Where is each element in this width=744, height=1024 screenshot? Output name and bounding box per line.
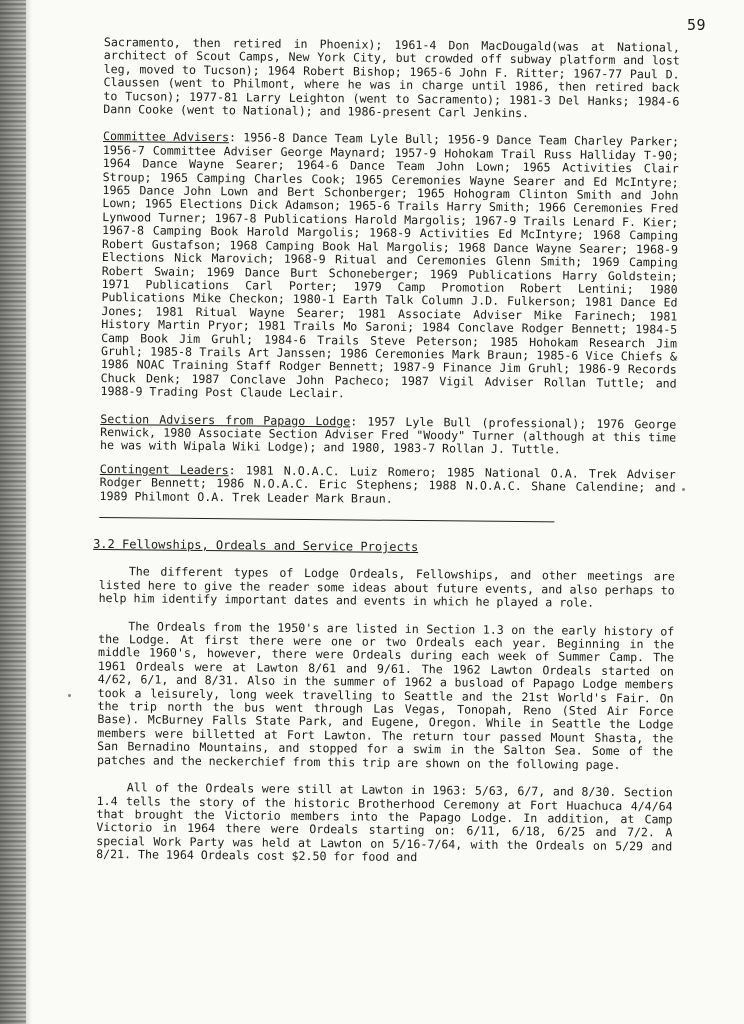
scan-binding-edge [0, 0, 26, 1024]
contingent-leaders-paragraph [100, 463, 676, 509]
scan-speck [68, 694, 71, 697]
committee-advisers-paragraph [101, 130, 680, 404]
section-3-2-paragraph-1: The different types of Lodge Ordeals, Fellowships, and other meetings are listed here to give the reader some ideas about future events, and also perhaps to help him identify important dates and events in which he played a role. [98, 564, 675, 610]
section-advisers-heading: Section Advisers from Papago Lodge [100, 411, 351, 428]
section-advisers-paragraph [100, 413, 676, 459]
body-paragraph-intro: Sacramento, then retired in Phoenix); 1961-4 Don MacDougald(was at National, architect of Scout Camps, New York City, but crowded off subway platform and lost leg, moved to Tucson); 1964 Robert Bishop; 1965-6 John F. Ritter; 1967-77 Paul D. Claussen (went to Philmont, where he was in charge until 1986, then retired back to Tucson); 1977-81 Larry Leighton (went to Sacramento); 1981-3 Del Hanks; 1984-6 Dann Cooke (went to National); and 1986-present Carl Jenkins. [103, 35, 680, 121]
section-advisers-text: : 1957 Lyle Bull (professional); 1976 George Renwick, 1980 Associate Section Adviser Fred "Woody" Turner (although at this time he was with Wipala Wiki Lodge); and 1980, 1983-7 Rollan J. Tuttle. [100, 413, 677, 457]
contingent-leaders-heading: Contingent Leaders [99, 461, 229, 477]
section-3-2-paragraph-3: All of the Ordeals were still at Lawton in 1963: 5/63, 6/7, and 8/30. Section 1.4 tells the story of the historic Brotherhood Ceremony at Fort Huachuca 4/4/64 that brought the Victorio members into the Papago Lodge. In addition, at Camp Victorio in 1964 there were Ordeals starting on: 6/11, 6/18, 6/25 and 7/2. A special Work Party was held at Lawton on 5/16-7/64, with the Ordeals on 5/29 and 8/21. The 1964 Ordeals cost $2.50 for food and [96, 780, 673, 865]
scan-speck [682, 488, 685, 491]
section-divider [99, 517, 554, 522]
section-3-2-heading: 3.2 Fellowships, Ordeals and Service Projects [93, 536, 419, 555]
page-number: 59 [686, 16, 706, 34]
committee-advisers-text: : 1956-8 Dance Team Lyle Bull; 1956-9 Dance Team Charley Parker; 1956-7 Committee Adviser George Maynard; 1957-9 Hohokam Trail Russ Halliday T-90; 1964 Dance Wayne Searer; 1964-6 Dance Team John Lown; 1965 Activities Clair Stroup; 1965 Camping Charles Cook; 1965 Ceremonies Wayne Searer and Ed McIntyre; 1965 Dance John Lown and Bert Schonberger; 1965 Hohogram Clinton Smith and John Lown; 1965 Elections Dick Adamson; 1965-6 Trails Harry Smith; 1966 Ceremonies Fred Lynwood Turner; 1967-8 Publications Harold Margolis; 1967-9 Trails Lenard F. Kier; 1967-8 Camping Book Harold Margolis; 1968-9 Activities Ed McIntyre; 1968 Camping Robert Gustafson; 1968 Camping Book Hal Margolis; 1968 Dance Wayne Searer; 1968-9 Elections Nick Marovich; 1968-9 Ritual and Ceremonies Glenn Smith; 1969 Camping Robert Swain; 1969 Dance Burt Schoneberger; 1969 Publications Harry Goldstein; 1971 Publications Carl Porter; 1979 Camp Promotion Robert Lentini; 1980 Publications Mike Checkon; 1980-1 Earth Talk Column J.D. Fulkerson; 1981 Dance Ed Jones; 1981 Ritual Wayne Searer; 1981 Associate Adviser Mike Farinech; 1981 History Martin Pryor; 1981 Trails Mo Saroni; 1984 Conclave Rodger Bennett; 1984-5 Camp Book Jim Gruhl; 1984-6 Trails Steve Peterson; 1985 Hohokam Research Jim Gruhl; 1985-8 Trails Art Janssen; 1986 Ceremonies Mark Braun; 1985-6 Vice Chiefs & 1986 NOAC Training Staff Rodger Bennett; 1987-9 Finance Jim Gruhl; 1986-9 Records Chuck Denk; 1987 Conclave John Pacheco; 1987 Vigil Adviser Rollan Tuttle; and 1988-9 Trading Post Claude Leclair. [100, 130, 680, 401]
section-3-2-paragraph-2: The Ordeals from the 1950's are listed in Section 1.3 on the early history of the Lodge. At first there were one or two Ordeals each year. Beginning in the middle 1960's, however, there were Ordeals during each week of Summer Camp. The 1961 Ordeals were at Lawton 8/61 and 9/61. The 1962 Lawton Ordeals started on 4/62, 6/1, and 8/31. Also in the summer of 1962 a busload of Papago Lodge members took a leisurely, long week travelling to Seattle and the 21st World's Fair. On the trip north the bus went through Las Vegas, Tonopah, Reno (Sted Air Force Base). McBurney Falls State Park, and Eugene, Oregon. While in Seattle the Lodge members were billetted at Fort Lawton. The return tour passed Mount Shasta, the San Bernadino Mountains, and stopped for a swim in the Salton Sea. Some of the patches and the neckerchief from this trip are shown on the following page. [96, 618, 675, 772]
contingent-leaders-text: : 1981 N.O.A.C. Luiz Romero; 1985 National O.A. Trek Adviser Rodger Bennett; 1986 N.O.A.C. Eric Stephens; 1988 N.O.A.C. Shane Calendine; and 1989 Philmont O.A. Trek Leader Mark Braun. [99, 462, 676, 506]
committee-advisers-heading: Committee Advisers [102, 129, 230, 145]
document-body [93, 35, 680, 867]
